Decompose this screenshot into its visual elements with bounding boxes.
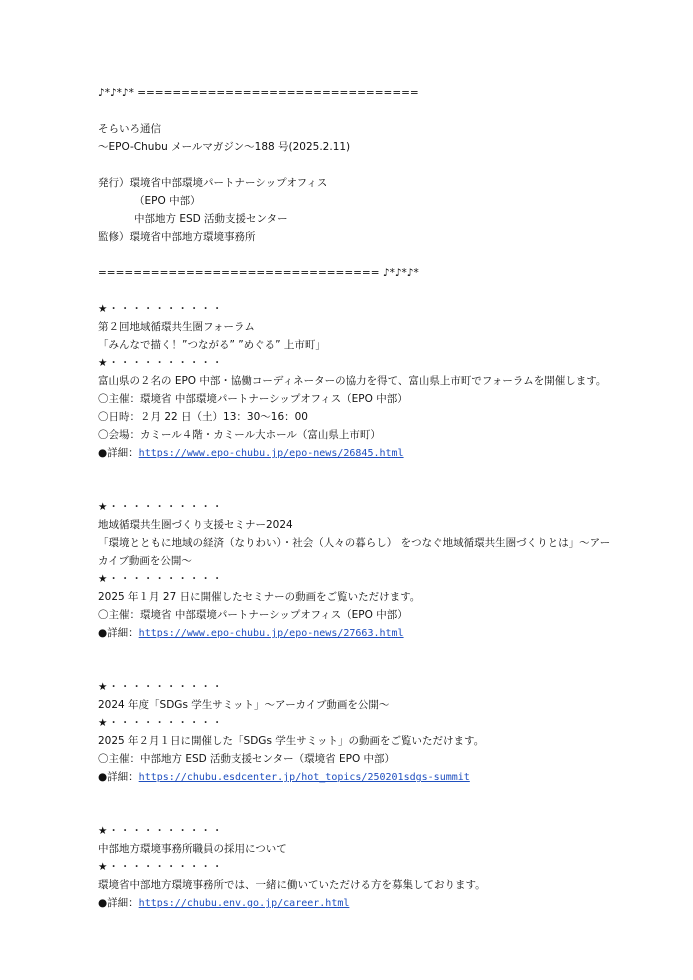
article-venue: 〇会場：カミール４階・カミール大ホール（富山県上市町） <box>98 429 381 441</box>
star-divider: ★・・・・・・・・・・ <box>98 501 224 513</box>
star-divider: ★・・・・・・・・・・ <box>98 681 224 693</box>
detail-link[interactable]: https://www.epo-chubu.jp/epo-news/26845.html <box>138 448 404 459</box>
publisher-sub: （EPO 中部） <box>134 195 201 207</box>
article-body: 富山県の２名の EPO 中部・協働コーディネーターの協力を得て、富山県上市町でフォーラムを開催します。 <box>98 375 607 387</box>
article-detail <box>98 768 618 786</box>
article-title: 2024 年度「SDGs 学生サミット」〜アーカイブ動画を公開〜 <box>98 699 390 711</box>
star-divider: ★・・・・・・・・・・ <box>98 861 224 873</box>
star-divider: ★・・・・・・・・・・ <box>98 303 224 315</box>
star-divider: ★・・・・・・・・・・ <box>98 357 224 369</box>
publisher-line: 発行）環境省中部環境パートナーシップオフィス <box>98 177 328 189</box>
article-detail <box>98 624 618 642</box>
article-title: 第２回地域循環共生圏フォーラム <box>98 321 255 333</box>
publisher-center: 中部地方 ESD 活動支援センター <box>134 213 288 225</box>
article-body: 環境省中部地方環境事務所では、一緒に働いていただける方を募集しております。 <box>98 879 486 891</box>
article-title: 中部地方環境事務所職員の採用について <box>98 843 287 855</box>
article-datetime: 〇日時：２月 22 日（土）13：30〜16：00 <box>98 411 308 423</box>
newsletter-title: そらいろ通信 <box>98 123 161 135</box>
detail-label: ●詳細： <box>98 897 139 909</box>
article-recruitment <box>98 822 618 912</box>
article-seminar <box>98 498 618 642</box>
article-organizer: 〇主催：中部地方 ESD 活動支援センター（環境省 EPO 中部） <box>98 753 396 765</box>
article-subtitle: 「みんなで描く！”つながる” ”めぐる” 上市町」 <box>98 339 326 351</box>
newsletter-subtitle: 〜EPO-Chubu メールマガジン〜188 号(2025.2.11) <box>98 141 351 153</box>
article-subtitle: 「環境とともに地域の経済（なりわい）・社会（人々の暮らし） をつなぐ地域循環共生圏づくりとは」〜アーカイブ動画を公開〜 <box>98 537 611 567</box>
article-sdgs-summit <box>98 678 618 786</box>
detail-link[interactable]: https://chubu.esdcenter.jp/hot_topics/250201sdgs-summit <box>138 772 470 783</box>
header-top-divider: ♪*♪*♪* ================================ <box>98 87 419 99</box>
detail-label: ●詳細： <box>98 627 139 639</box>
article-body: 2025 年１月 27 日に開催したセミナーの動画をご覧いただけます。 <box>98 591 421 603</box>
star-divider: ★・・・・・・・・・・ <box>98 825 224 837</box>
detail-label: ●詳細： <box>98 771 139 783</box>
detail-label: ●詳細： <box>98 447 139 459</box>
supervisor-line: 監修）環境省中部地方環境事務所 <box>98 231 256 243</box>
article-detail <box>98 894 618 912</box>
article-body: 2025 年２月１日に開催した「SDGs 学生サミット」の動画をご覧いただけます。 <box>98 735 485 747</box>
star-divider: ★・・・・・・・・・・ <box>98 573 224 585</box>
article-title: 地域循環共生圏づくり支援セミナー2024 <box>98 519 293 531</box>
newsletter-body <box>98 84 618 912</box>
detail-link[interactable]: https://chubu.env.go.jp/career.html <box>138 898 350 909</box>
article-organizer: 〇主催：環境省 中部環境パートナーシップオフィス（EPO 中部） <box>98 393 408 405</box>
star-divider: ★・・・・・・・・・・ <box>98 717 224 729</box>
detail-link[interactable]: https://www.epo-chubu.jp/epo-news/27663.html <box>138 628 404 639</box>
article-forum <box>98 300 618 462</box>
article-organizer: 〇主催：環境省 中部環境パートナーシップオフィス（EPO 中部） <box>98 609 408 621</box>
article-detail <box>98 444 618 462</box>
header-bottom-divider: ================================ ♪*♪*♪* <box>98 267 419 279</box>
